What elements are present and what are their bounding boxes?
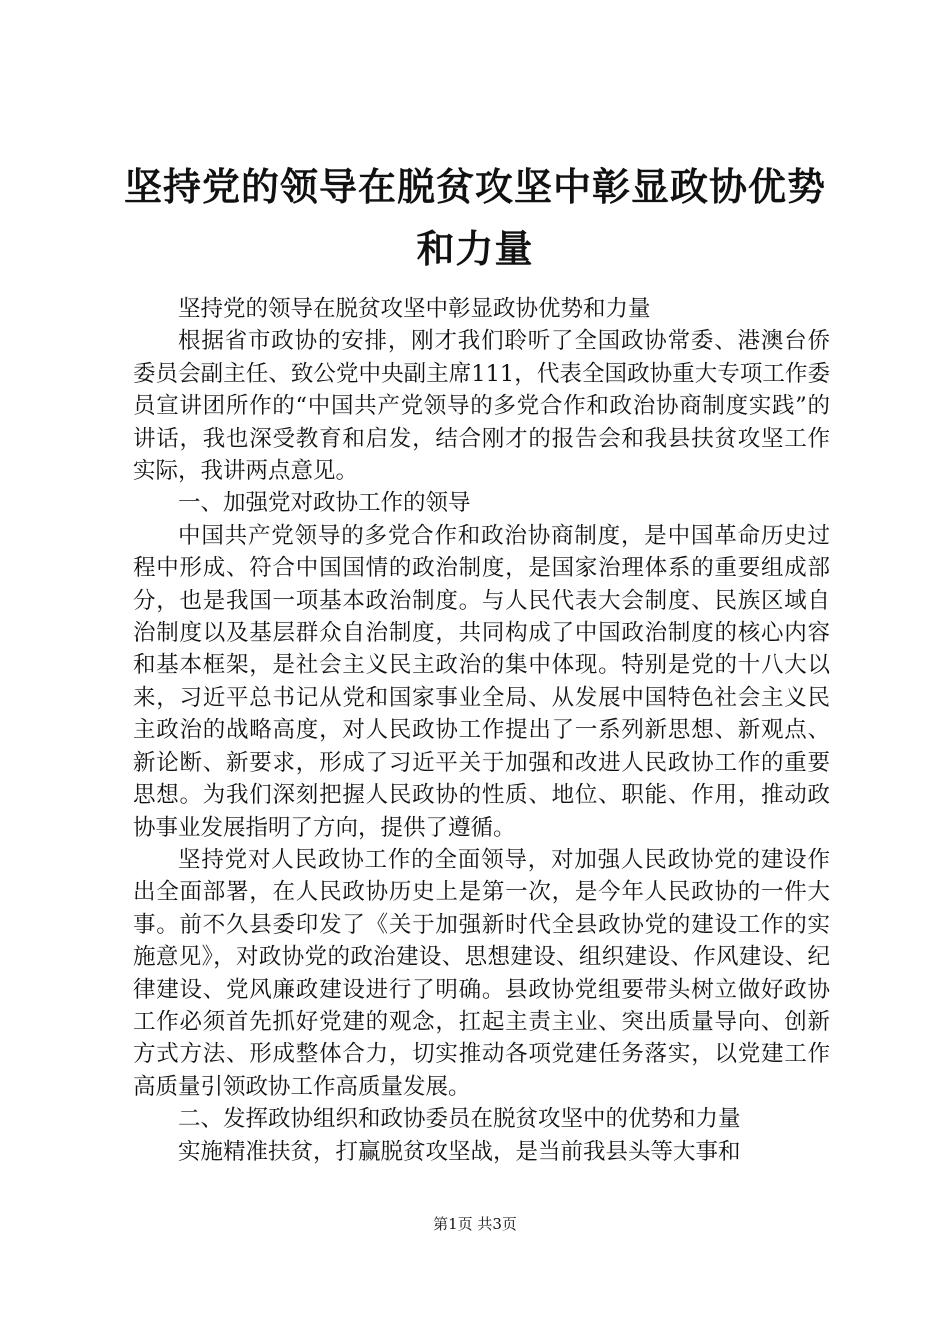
paragraph-section-1-b: 坚持党对人民政协工作的全面领导，对加强人民政协党的建设作出全面部署，在人民政协历史上是第一次，是今年人民政协的一件大事。前不久县委印发了《关于加强新时代全县政协党的建设工作的实施意见》，对政协党的政治建设、思想建设、组织建设、作风建设、纪律建设、党风廉政建设进行了明确。县政协党组要带头树立做好政协工作必须首先抓好党建的观念，扛起主责主业、突出质量导向、创新方式方法、形成整体合力，切实推动各项党建任务落实，以党建工作高质量引领政协工作高质量发展。 bbox=[133, 846, 830, 1100]
document-body bbox=[133, 293, 830, 1168]
document-title: 坚持党的领导在脱贫攻坚中彰显政协优势和力量 bbox=[123, 164, 826, 271]
section-heading-1: 一、加强党对政协工作的领导 bbox=[178, 490, 471, 517]
paragraph-section-2-a: 实施精准扶贫，打赢脱贫攻坚战，是当前我县头等大事和 bbox=[178, 1138, 741, 1165]
page-number-footer: 第1页 共3页 bbox=[433, 1215, 517, 1233]
section-heading-2: 二、发挥政协组织和政协委员在脱贫攻坚中的优势和力量 bbox=[178, 1106, 741, 1133]
paragraph-subtitle: 坚持党的领导在脱贫攻坚中彰显政协优势和力量 bbox=[178, 296, 651, 322]
paragraph-section-1-a: 中国共产党领导的多党合作和政治协商制度，是中国革命历史过程中形成、符合中国国情的政治制度，是国家治理体系的重要组成部分，也是我国一项基本政治制度。与人民代表大会制度、民族区域自治制度以及基层群众自治制度，共同构成了中国政治制度的核心内容和基本框架，是社会主义民主政治的集中体现。特别是党的十八大以来，习近平总书记从党和国家事业全局、从发展中国特色社会主义民主政治的战略高度，对人民政协工作提出了一系列新思想、新观点、新论断、新要求，形成了习近平关于加强和改进人民政协工作的重要思想。为我们深刻把握人民政协的性质、地位、职能、作用，推动政协事业发展指明了方向，提供了遵循。 bbox=[133, 522, 830, 841]
paragraph-intro: 根据省市政协的安排，刚才我们聆听了全国政协常委、港澳台侨委员会副主任、致公党中央副主席111，代表全国政协重大专项工作委员宣讲团所作的“中国共产党领导的多党合作和政治协商制度实践”的讲话，我也深受教育和启发，结合刚才的报告会和我县扶贫攻坚工作实际，我讲两点意见。 bbox=[133, 328, 830, 485]
